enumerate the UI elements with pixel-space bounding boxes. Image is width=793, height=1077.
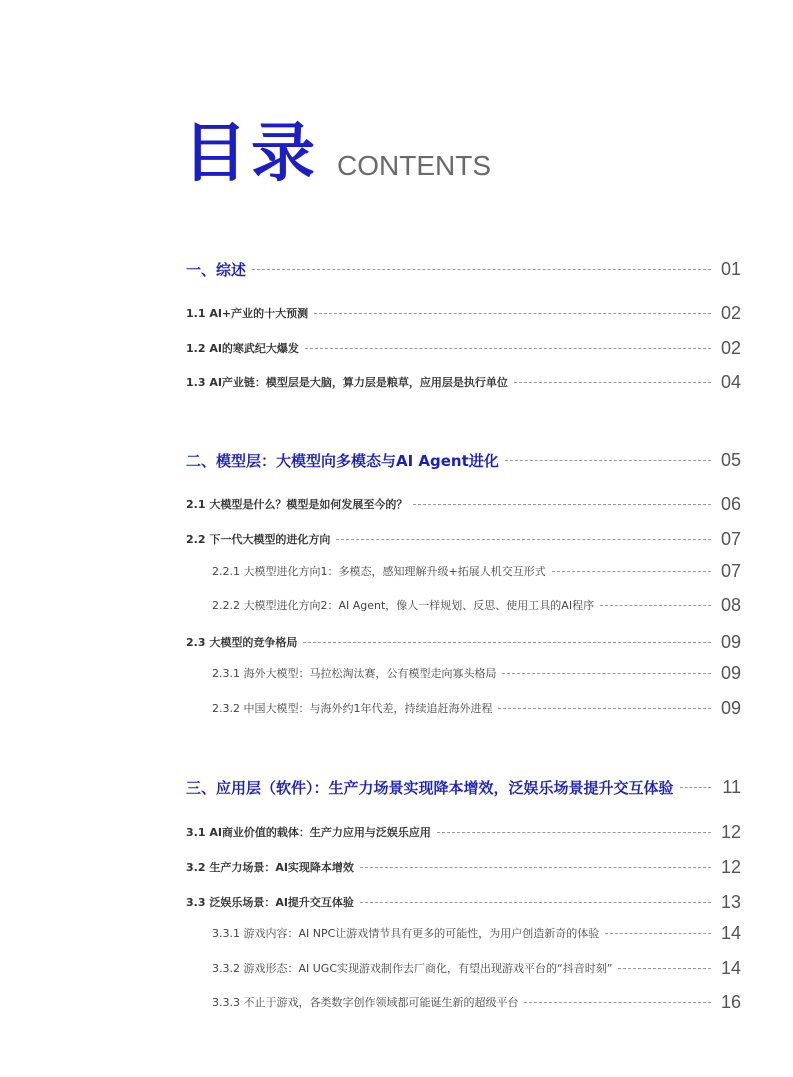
dot-leader (502, 673, 711, 674)
toc-subsection[interactable] (186, 855, 741, 879)
toc-page-number: 14 (720, 922, 741, 943)
toc-page-number: 01 (720, 258, 741, 279)
toc-page-number: 02 (720, 302, 741, 323)
toc-page-number: 05 (720, 449, 741, 470)
dot-leader (498, 708, 711, 709)
toc-subsubsection[interactable] (212, 559, 741, 583)
toc-page-number: 09 (720, 662, 741, 683)
toc-page-number: 07 (720, 528, 741, 549)
toc-page-number: 09 (720, 697, 741, 718)
toc-subsection[interactable] (186, 301, 741, 325)
dot-leader (505, 460, 711, 461)
dot-leader (314, 313, 711, 314)
toc-label: 1.2 AI的寒武纪大爆发 (186, 342, 299, 355)
dot-leader (303, 642, 711, 643)
toc-subsection[interactable] (186, 336, 741, 360)
dot-leader (437, 832, 711, 833)
dot-leader (524, 1002, 711, 1003)
dot-leader (252, 269, 711, 270)
toc-page-number: 11 (722, 776, 741, 797)
toc-subsubsection[interactable] (212, 593, 741, 617)
dot-leader (336, 539, 711, 540)
toc-subsubsection[interactable] (212, 990, 741, 1014)
toc-label: 3.1 AI商业价值的载体：生产力应用与泛娱乐应用 (186, 826, 431, 839)
toc-label: 2.2 下一代大模型的进化方向 (186, 533, 331, 546)
toc-section-1[interactable] (186, 257, 741, 281)
toc-subsection[interactable] (186, 630, 741, 654)
dot-leader (360, 902, 711, 903)
toc-label: 3.3.3 不止于游戏，各类数字创作领域都可能诞生新的超级平台 (212, 996, 519, 1009)
dot-leader (605, 933, 711, 934)
dot-leader (618, 968, 711, 969)
dot-leader (305, 348, 711, 349)
toc-subsection[interactable] (186, 527, 741, 551)
toc-label: 2.3.2 中国大模型：与海外约1年代差，持续追赶海外进程 (212, 702, 493, 715)
toc-page-number: 07 (720, 560, 741, 581)
title-chinese: 目录 (183, 117, 319, 191)
toc-label: 2.1 大模型是什么？模型是如何发展至今的？ (186, 498, 408, 511)
toc-subsection[interactable] (186, 820, 741, 844)
dot-leader (552, 571, 711, 572)
toc-label: 一、综述 (186, 260, 247, 279)
toc-label: 1.3 AI产业链：模型层是大脑，算力层是粮草，应用层是执行单位 (186, 376, 508, 389)
toc-section-2[interactable] (186, 448, 741, 472)
page-title (183, 117, 491, 191)
dot-leader (360, 867, 711, 868)
toc-label: 三、应用层（软件）：生产力场景实现降本增效，泛娱乐场景提升交互体验 (186, 778, 674, 797)
toc-page-number: 12 (720, 856, 741, 877)
toc-label: 2.2.1 大模型进化方向1：多模态，感知理解升级+拓展人机交互形式 (212, 565, 546, 578)
toc-subsubsection[interactable] (212, 956, 741, 980)
toc-subsubsection[interactable] (212, 661, 741, 685)
toc-page-number: 16 (720, 991, 741, 1012)
dot-leader (600, 605, 711, 606)
toc-page-number: 02 (720, 337, 741, 358)
toc-label: 3.3 泛娱乐场景：AI提升交互体验 (186, 896, 354, 909)
toc-subsubsection[interactable] (212, 696, 741, 720)
toc-section-3[interactable] (186, 775, 741, 799)
toc-label: 3.3.2 游戏形态：AI UGC实现游戏制作去厂商化，有望出现游戏平台的“抖音时刻” (212, 962, 613, 975)
toc-subsection[interactable] (186, 492, 741, 516)
toc-subsection[interactable] (186, 890, 741, 914)
title-english: CONTENTS (337, 150, 491, 181)
dot-leader (413, 504, 711, 505)
dot-leader (514, 382, 711, 383)
toc-label: 3.2 生产力场景：AI实现降本增效 (186, 861, 354, 874)
toc-page-number: 04 (720, 371, 741, 392)
toc-page-number: 09 (720, 631, 741, 652)
toc-label: 1.1 AI+产业的十大预测 (186, 307, 309, 320)
toc-subsection[interactable] (186, 370, 741, 394)
toc-page-number: 06 (720, 493, 741, 514)
toc-page-number: 12 (720, 821, 741, 842)
toc-subsubsection[interactable] (212, 921, 741, 945)
toc-label: 2.3 大模型的竞争格局 (186, 636, 298, 649)
toc-label: 3.3.1 游戏内容：AI NPC让游戏情节具有更多的可能性，为用户创造新奇的体验 (212, 927, 600, 940)
toc-page-number: 13 (720, 891, 741, 912)
toc-label: 2.3.1 海外大模型：马拉松淘汰赛，公有模型走向寡头格局 (212, 667, 497, 680)
toc-page-number: 08 (720, 594, 741, 615)
toc-label: 2.2.2 大模型进化方向2：AI Agent，像人一样规划、反思、使用工具的AI程序 (212, 599, 595, 612)
toc-page-number: 14 (720, 957, 741, 978)
toc-label: 二、模型层：大模型向多模态与AI Agent进化 (186, 451, 499, 470)
dot-leader (680, 787, 711, 788)
